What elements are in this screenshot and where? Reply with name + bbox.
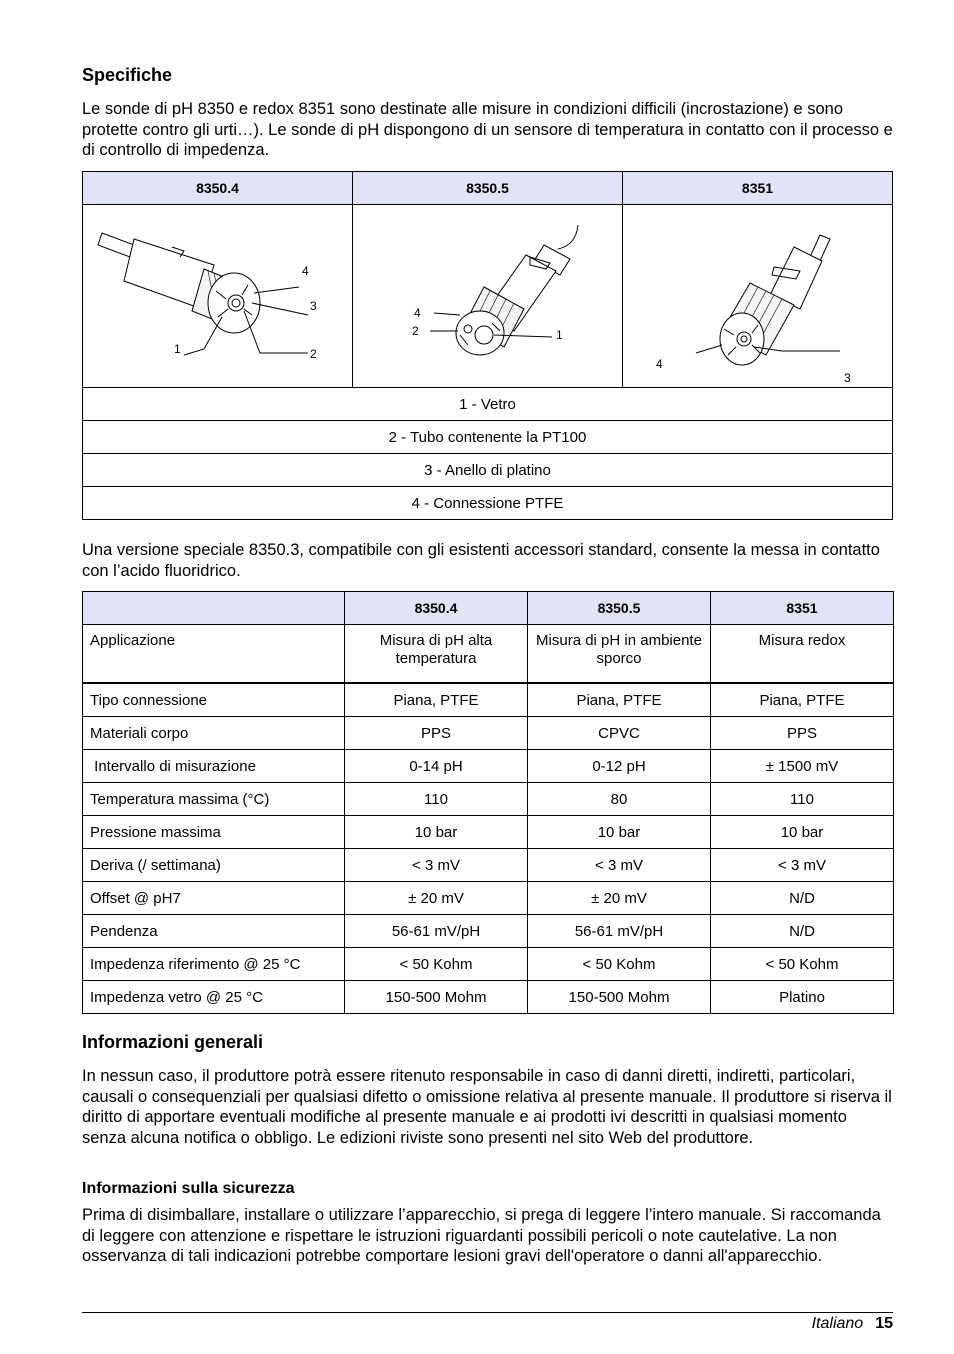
spec-cell: Platino [711, 981, 894, 1014]
spec-label: Applicazione [83, 625, 345, 684]
spec-cell: < 3 mV [711, 849, 894, 882]
spec-cell: ± 20 mV [345, 882, 528, 915]
spec-label: Deriva (/ settimana) [83, 849, 345, 882]
spec-cell: 56-61 mV/pH [528, 915, 711, 948]
spec-label: Tipo connessione [83, 683, 345, 717]
probe-header: 8350.4 [83, 172, 353, 205]
spec-header: 8350.4 [345, 592, 528, 625]
legend-item: 3 - Anello di platino [83, 454, 893, 487]
table-row [83, 816, 894, 849]
legend-item: 4 - Connessione PTFE [83, 487, 893, 520]
probe-drawing-cell [83, 205, 353, 388]
table-row [83, 882, 894, 915]
legend-item: 1 - Vetro [83, 388, 893, 421]
probe-8350-5-drawing [354, 205, 622, 383]
page-number: 15 [875, 1315, 893, 1332]
spec-cell: 10 bar [345, 816, 528, 849]
spec-cell: N/D [711, 882, 894, 915]
probe-drawing-cell [623, 205, 893, 388]
spec-cell: Misura di pH alta temperatura [345, 625, 528, 684]
section-heading-safety: Informazioni sulla sicurezza [82, 1180, 295, 1197]
spec-cell: < 3 mV [528, 849, 711, 882]
spec-header [83, 592, 345, 625]
spec-cell: 110 [345, 783, 528, 816]
spec-header: 8350.5 [528, 592, 711, 625]
spec-cell: Piana, PTFE [345, 683, 528, 717]
table-row [83, 849, 894, 882]
spec-cell: CPVC [528, 717, 711, 750]
specs-intro: Le sonde di pH 8350 e redox 8351 sono destinate alle misure in condizioni difficili (incrostazione) e sono protette contro gli urti…). Le sonde di pH dispongono di un sensore di temperatura in contatto con il processo e di controllo di impedenza. [82, 100, 893, 159]
spec-cell: PPS [711, 717, 894, 750]
table-row [83, 783, 894, 816]
spec-cell: < 3 mV [345, 849, 528, 882]
special-version-note: Una versione speciale 8350.3, compatibile con gli esistenti accessori standard, consente la messa in contatto con l’acido fluoridrico. [82, 541, 880, 580]
probe-table [82, 171, 893, 520]
spec-cell: 150-500 Mohm [528, 981, 711, 1014]
spec-cell: 0-14 pH [345, 750, 528, 783]
table-row [83, 625, 894, 684]
spec-label: Intervallo di misurazione [83, 750, 345, 783]
spec-cell: 0-12 pH [528, 750, 711, 783]
spec-cell: Misura di pH in ambiente sporco [528, 625, 711, 684]
callout-label: 4 [301, 264, 309, 278]
spec-cell: < 50 Kohm [345, 948, 528, 981]
spec-label: Temperatura massima (°C) [83, 783, 345, 816]
spec-cell: < 50 Kohm [711, 948, 894, 981]
spec-cell: 56-61 mV/pH [345, 915, 528, 948]
spec-cell: 150-500 Mohm [345, 981, 528, 1014]
spec-cell: ± 1500 mV [711, 750, 894, 783]
spec-cell: Piana, PTFE [711, 683, 894, 717]
spec-table [82, 591, 894, 1014]
spec-label: Impedenza vetro @ 25 °C [83, 981, 345, 1014]
safety-text: Prima di disimballare, installare o utilizzare l’apparecchio, si prega di leggere l’intero manuale. Si raccomanda di leggere con attenzione e rispettare le istruzioni riguardanti possibili pericoli o note cautelative. La non osservanza di tali indicazioni potrebbe comportare lesioni gravi dell'operatore o danni all'apparecchio. [82, 1206, 881, 1265]
probe-8351-drawing [624, 205, 892, 383]
section-heading-general: Informazioni generali [82, 1032, 264, 1052]
spec-cell: 10 bar [711, 816, 894, 849]
table-row [83, 915, 894, 948]
probe-header: 8350.5 [353, 172, 623, 205]
callout-label: 1 [173, 342, 181, 356]
spec-cell: 80 [528, 783, 711, 816]
spec-header: 8351 [711, 592, 894, 625]
footer-language: Italiano [811, 1315, 864, 1332]
callout-label: 3 [843, 371, 851, 383]
spec-cell: 10 bar [528, 816, 711, 849]
probe-8350-4-drawing [84, 205, 352, 383]
section-heading-specs: Specifiche [82, 65, 173, 85]
spec-cell: Misura redox [711, 625, 894, 684]
general-text: In nessun caso, il produttore potrà essere ritenuto responsabile in caso di danni diretti, indiretti, particolari, causali o consequenziali per qualsiasi difetto o omissione relativa al presente manuale. Il produttore si riserva il diritto di apportare eventuali modifiche al presente manuale e ai prodotti ivi descritti in qualsiasi momento senza alcuna notifica o obbligo. Le edizioni riviste sono presenti nel sito Web del produttore. [82, 1067, 892, 1147]
footer-text [812, 1315, 893, 1333]
spec-cell: < 50 Kohm [528, 948, 711, 981]
probe-header: 8351 [623, 172, 893, 205]
spec-cell: N/D [711, 915, 894, 948]
page-footer [82, 1312, 893, 1332]
callout-label: 2 [411, 324, 419, 338]
callout-label: 2 [309, 347, 317, 361]
probe-drawing-cell [353, 205, 623, 388]
spec-cell: Piana, PTFE [528, 683, 711, 717]
legend-item: 2 - Tubo contenente la PT100 [83, 421, 893, 454]
callout-label: 1 [555, 328, 563, 342]
spec-label: Impedenza riferimento @ 25 °C [83, 948, 345, 981]
table-row [83, 948, 894, 981]
spec-cell: ± 20 mV [528, 882, 711, 915]
callout-label: 4 [413, 306, 421, 320]
spec-cell: 110 [711, 783, 894, 816]
table-row [83, 981, 894, 1014]
table-row [83, 717, 894, 750]
spec-label: Pendenza [83, 915, 345, 948]
spec-label: Materiali corpo [83, 717, 345, 750]
table-row [83, 683, 894, 717]
spec-label: Offset @ pH7 [83, 882, 345, 915]
spec-label: Pressione massima [83, 816, 345, 849]
callout-label: 3 [309, 299, 317, 313]
table-row [83, 750, 894, 783]
callout-label: 4 [655, 357, 663, 371]
spec-cell: PPS [345, 717, 528, 750]
